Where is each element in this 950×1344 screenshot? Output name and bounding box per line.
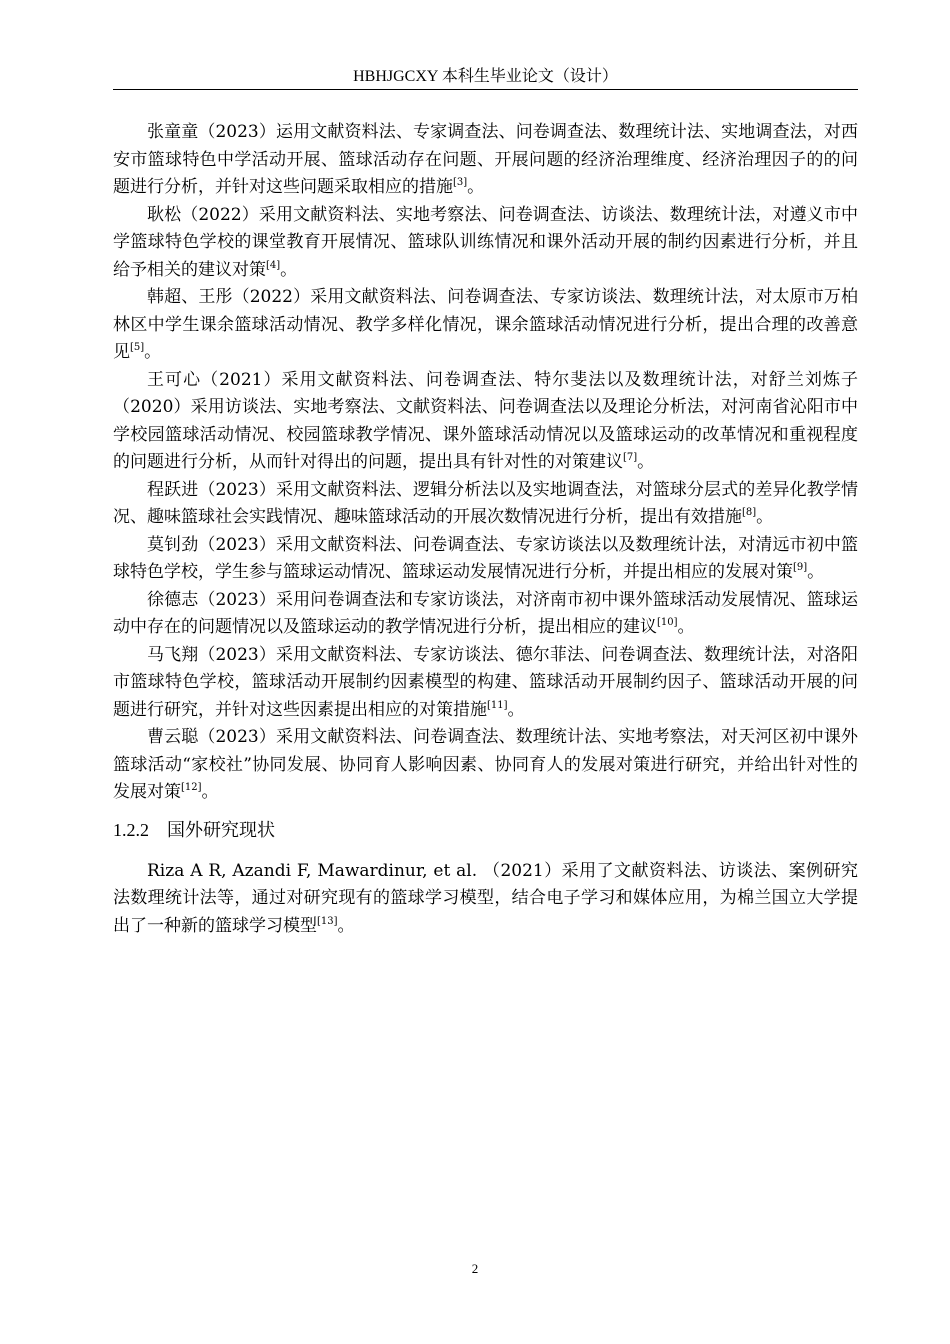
citation-ref: [12] (181, 782, 202, 793)
paragraph-text: 韩超、王彤（2022）采用文献资料法、问卷调查法、专家访谈法、数理统计法，对太原市万柏林区中学生课余篮球活动情况、教学多样化情况，课余篮球活动情况进行分析，提出合理的改善意见 (113, 287, 858, 362)
paragraph-text: 王可心（2021）采用文献资料法、问卷调查法、特尔斐法以及数理统计法，对舒兰刘炼子（2020）采用访谈法、实地考察法、文献资料法、问卷调查法以及理论分析法，对河南省沁阳市中学校园篮球活动情况、校园篮球教学情况、课外篮球活动情况以及篮球运动的改革情况和重视程度的问题进行分析，从而针对得出的问题，提出具有针对性的对策建议 (113, 369, 858, 472)
paragraph-tail: 。 (677, 617, 695, 637)
paragraph-text: 莫钊劲（2023）采用文献资料法、问卷调查法、专家访谈法以及数理统计法，对清远市初中篮球特色学校，学生参与篮球运动情况、篮球运动发展情况进行分析，并提出相应的发展对策 (113, 534, 858, 582)
section-heading (113, 816, 858, 845)
citation-ref: [9] (793, 562, 808, 573)
paragraph-zhang-tongtong (113, 119, 858, 202)
citation-ref: [3] (453, 177, 468, 188)
citation-ref: [8] (742, 507, 757, 518)
paragraph-tail: 。 (144, 342, 162, 362)
body-text (113, 119, 858, 940)
citation-ref: [5] (130, 342, 145, 353)
paragraph-tail: 。 (637, 452, 655, 472)
paragraph-tail: 。 (467, 177, 485, 197)
citation-ref: [4] (266, 259, 281, 271)
paragraph-tail: 。 (201, 782, 219, 802)
page-header-title: HBHJGCXY 本科生毕业论文（设计） (353, 68, 618, 85)
paragraph-tail: 。 (807, 562, 825, 582)
paragraph-geng-song (113, 202, 858, 285)
paragraph-han-chao (113, 284, 858, 367)
citation-ref: [11] (487, 699, 508, 711)
paragraph-riza (113, 858, 858, 941)
paragraph-text: 马飞翔（2023）采用文献资料法、专家访谈法、德尔菲法、问卷调查法、数理统计法，对洛阳市篮球特色学校，篮球活动开展制约因素模型的构建、篮球活动开展制约因子、篮球活动开展的问题进行研究，并针对这些因素提出相应的对策措施 (113, 644, 858, 720)
citation-ref: [13] (317, 915, 338, 927)
paragraph-text: 程跃进（2023）采用文献资料法、逻辑分析法以及实地调查法，对篮球分层式的差异化教学情况、趣味篮球社会实践情况、趣味篮球活动的开展次数情况进行分析，提出有效措施 (113, 479, 858, 527)
section-title: 国外研究现状 (167, 819, 275, 841)
paragraph-xu-dezhi (113, 587, 858, 642)
paragraph-ma-feixiang (113, 642, 858, 725)
paragraph-tail: 。 (337, 915, 355, 936)
paragraph-text: 张童童（2023）运用文献资料法、专家调查法、问卷调查法、数理统计法、实地调查法，对西安市篮球特色中学活动开展、篮球活动存在问题、开展问题的经济治理维度、经济治理因子的的问题进行分析，并针对这些问题采取相应的措施 (113, 122, 858, 197)
section-number: 1.2.2 (113, 819, 149, 840)
paragraph-text: 曹云聪（2023）采用文献资料法、问卷调查法、数理统计法、实地考察法，对天河区初中课外篮球活动“家校社”协同发展、协同育人影响因素、协同育人的发展对策进行研究，并给出针对性的发展对策 (113, 727, 858, 802)
paragraph-mo-zhaojin (113, 532, 858, 587)
citation-ref: [7] (623, 452, 638, 463)
citation-ref: [10] (657, 617, 678, 628)
page-number: 2 (471, 1261, 479, 1276)
paragraph-tail: 。 (507, 699, 525, 720)
paragraph-cheng-yuejin (113, 477, 858, 532)
paragraph-text: 徐德志（2023）采用问卷调查法和专家访谈法，对济南市初中课外篮球活动发展情况、篮球运动中存在的问题情况以及篮球运动的教学情况进行分析，提出相应的建议 (113, 589, 858, 637)
paragraph-tail: 。 (280, 259, 298, 280)
header-rule (113, 89, 858, 90)
paragraph-tail: 。 (756, 507, 774, 527)
paragraph-text: 耿松（2022）采用文献资料法、实地考察法、问卷调查法、访谈法、数理统计法，对遵义市中学篮球特色学校的课堂教育开展情况、篮球队训练情况和课外活动开展的制约因素进行分析，并且给予相关的建议对策 (113, 204, 858, 280)
paragraph-text: Riza A R, Azandi F, Mawardinur, et al. （2021）采用了文献资料法、访谈法、案例研究法数理统计法等，通过对研究现有的篮球学习模型，结合电子学习和媒体应用，为棉兰国立大学提出了一种新的篮球学习模型 (113, 860, 858, 936)
paragraph-wang-kexin (113, 367, 858, 477)
paragraph-cao-yuncong (113, 724, 858, 807)
